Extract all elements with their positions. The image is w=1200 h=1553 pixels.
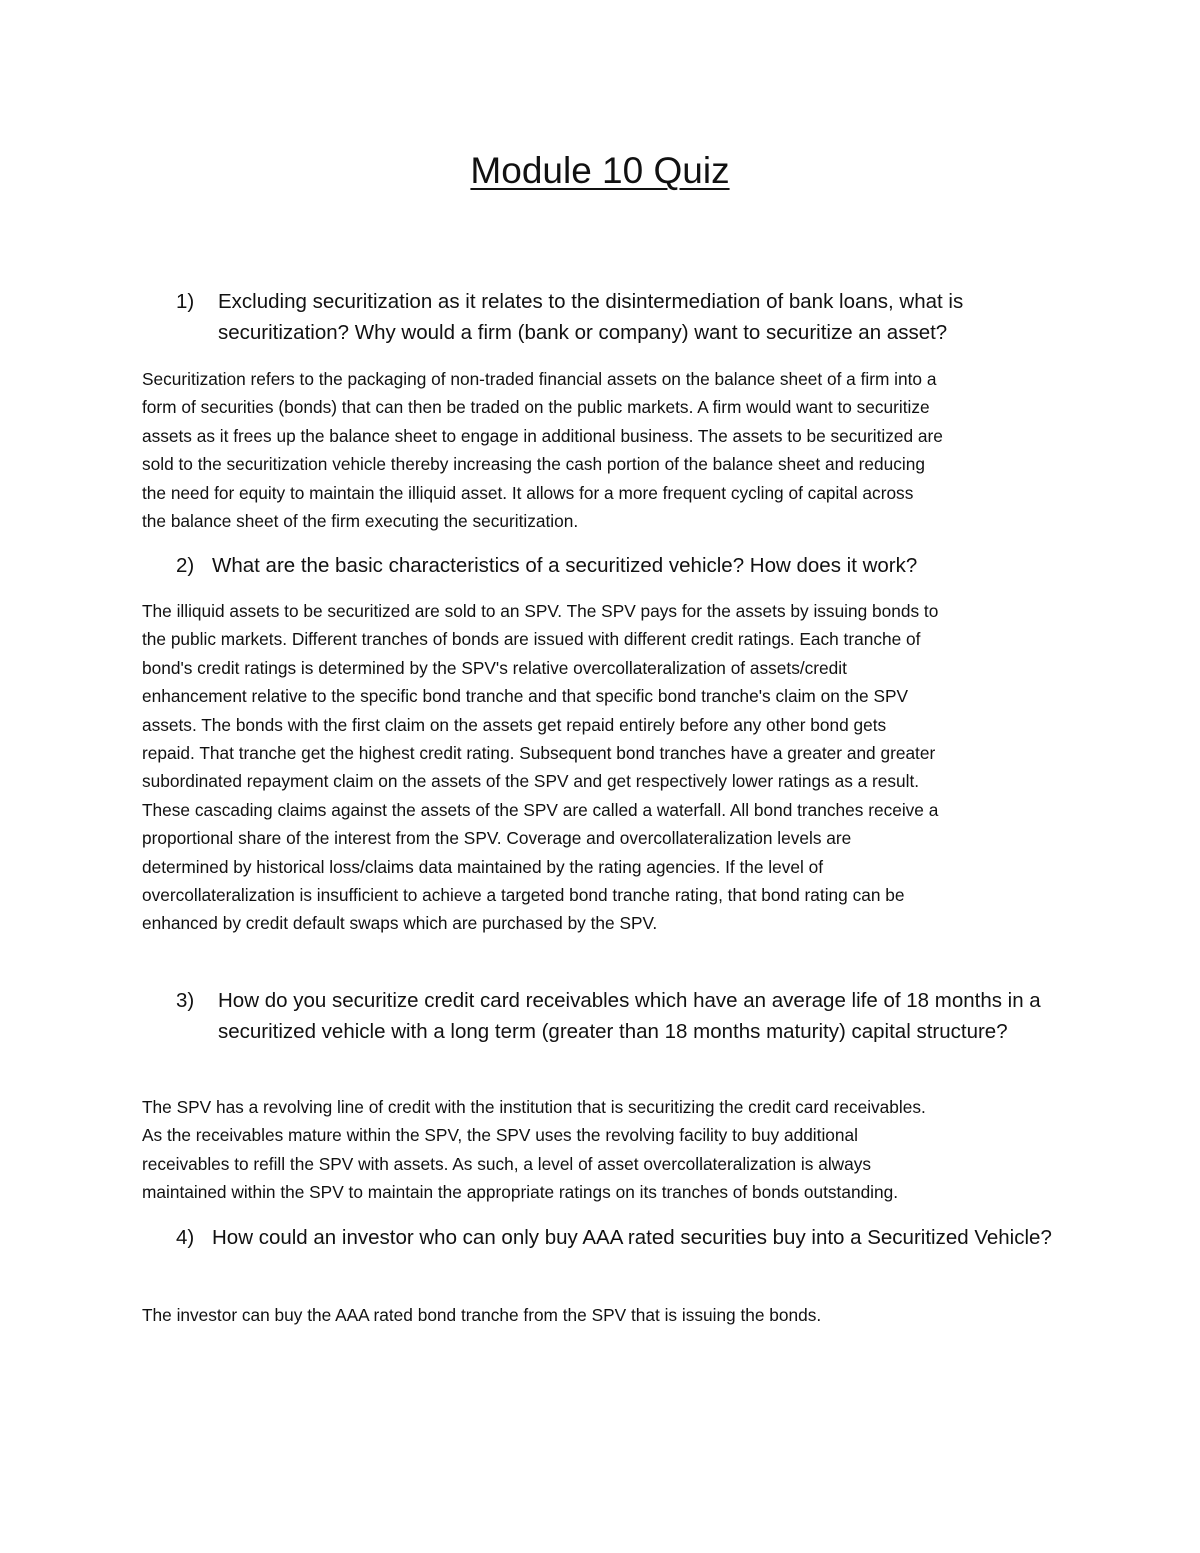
question-text: Excluding securitization as it relates to the disintermediation of bank loans, what is securitization? Why would a firm (bank or company) want to securitize an asset? [218,290,964,344]
question-4 [176,1222,1076,1253]
question-number: 4) [176,1226,195,1249]
question-text: How could an investor who can only buy AAA rated securities buy into a Securitized Vehicle? [212,1226,1052,1249]
answer-3: The SPV has a revolving line of credit with the institution that is securitizing the credit card receivables. As the receivables mature within the SPV, the SPV uses the revolving facility to buy additional receivables to refill the SPV with assets. As such, a level of asset overcollateralization is always maintained within the SPV to maintain the appropriate ratings on its tranches of bonds outstanding. [142,1097,926,1203]
page-title: Module 10 Quiz [470,150,730,191]
question-1 [176,286,1076,348]
question-text: How do you securitize credit card receivables which have an average life of 18 months in a securitized vehicle with a long term (greater than 18 months maturity) capital structure? [218,989,1041,1043]
question-number: 3) [176,989,195,1012]
question-number: 1) [176,290,195,313]
question-2 [176,550,1076,581]
question-3 [176,985,1076,1047]
answer-4: The investor can buy the AAA rated bond tranche from the SPV that is issuing the bonds. [142,1305,822,1325]
question-number: 2) [176,554,195,577]
question-text: What are the basic characteristics of a securitized vehicle? How does it work? [212,554,918,577]
answer-2: The illiquid assets to be securitized are sold to an SPV. The SPV pays for the assets by issuing bonds to the public markets. Different tranches of bonds are issued with different credit ratings. Each tranche of bond's credit ratings is determined by the SPV's relative overcollateralization of assets/credit enhancement relative to the specific bond tranche and that specific bond tranche's claim on the SPV assets. The bonds with the first claim on the assets get repaid entirely before any other bond gets repaid. That tranche get the highest credit rating. Subsequent bond tranches have a greater and greater subordinated repayment claim on the assets of the SPV and get respectively lower ratings as a result. These cascading claims against the assets of the SPV are called a waterfall. All bond tranches receive a proportional share of the interest from the SPV. Coverage and overcollateralization levels are determined by historical loss/claims data maintained by the rating agencies. If the level of overcollateralization is insufficient to achieve a targeted bond tranche rating, that bond rating can be enhanced by credit default swaps which are purchased by the SPV. [142,601,939,934]
answer-1: Securitization refers to the packaging of non-traded financial assets on the balance sheet of a firm into a form of securities (bonds) that can then be traded on the public markets. A firm would want to securitize assets as it frees up the balance sheet to engage in additional business. The assets to be securitized are sold to the securitization vehicle thereby increasing the cash portion of the balance sheet and reducing the need for equity to maintain the illiquid asset. It allows for a more frequent cycling of capital across the balance sheet of the firm executing the securitization. [142,369,943,532]
